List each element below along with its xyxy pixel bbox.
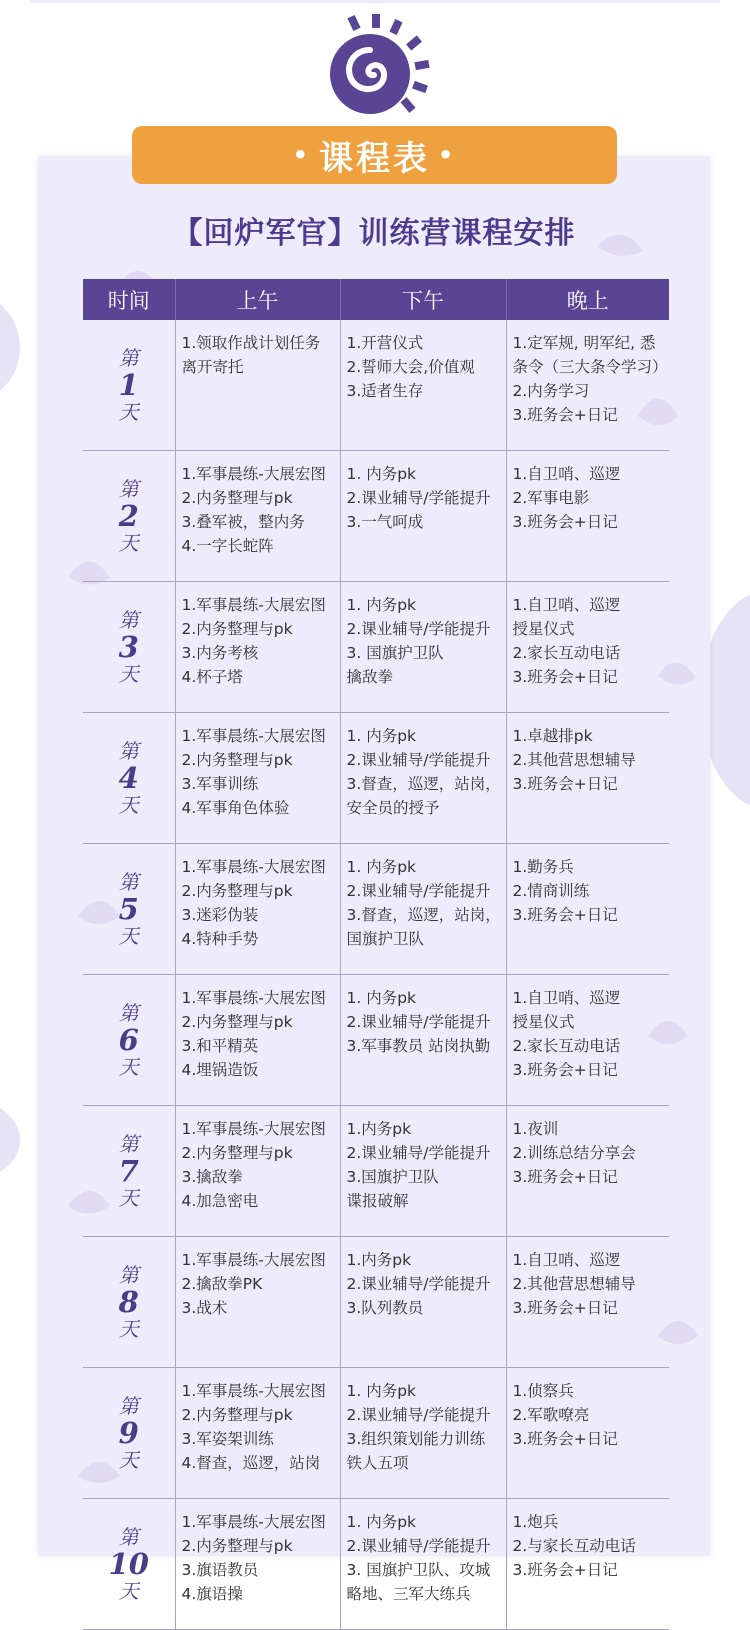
- activity-line: 1. 内务pk: [346, 989, 417, 1007]
- activity-line: 3.班务会+日记: [512, 513, 618, 531]
- table-row: [83, 1237, 669, 1368]
- header-title: 课程表: [319, 138, 430, 179]
- activity-line: 1.定军规, 明军纪, 悉: [512, 334, 656, 352]
- morning-cell: [175, 320, 340, 451]
- afternoon-cell: [340, 975, 506, 1106]
- activity-line: 2.其他营思想辅导: [512, 751, 636, 769]
- afternoon-cell: [340, 451, 506, 582]
- morning-cell: [175, 975, 340, 1106]
- activity-line: 3.迷彩伪装: [181, 906, 259, 924]
- table-row: [83, 1368, 669, 1499]
- morning-cell: [175, 1499, 340, 1630]
- day-label: [83, 320, 175, 451]
- activity-line: 4.督查，巡逻，站岗: [181, 1454, 321, 1472]
- header-morning: 上午: [175, 279, 340, 320]
- activity-line: 1.自卫哨、巡逻: [512, 465, 621, 483]
- activity-line: 1.军事晨练-大展宏图: [181, 465, 326, 483]
- header-tab: [132, 126, 617, 184]
- activity-line: 授星仪式: [512, 620, 575, 638]
- afternoon-cell: [340, 1106, 506, 1237]
- schedule-body: [83, 320, 669, 1630]
- activity-line: 2.课业辅导/学能提升: [346, 1537, 491, 1555]
- day-label: [83, 451, 175, 582]
- day-suffix: 天: [118, 1317, 139, 1341]
- activity-line: 1. 内务pk: [346, 727, 417, 745]
- activity-line: 1.侦察兵: [512, 1382, 574, 1400]
- activity-line: 擒敌拳: [346, 668, 394, 686]
- table-row: [83, 1106, 669, 1237]
- activity-line: 2.课业辅导/学能提升: [346, 751, 491, 769]
- activity-line: 3.班务会+日记: [512, 1299, 618, 1317]
- activity-line: 2.课业辅导/学能提升: [346, 489, 491, 507]
- activity-line: 4.杯子塔: [181, 668, 243, 686]
- table-row: [83, 975, 669, 1106]
- activity-line: 1.勤务兵: [512, 858, 574, 876]
- activity-line: 2.课业辅导/学能提升: [346, 1013, 491, 1031]
- day-number: 3: [118, 630, 139, 664]
- activity-line: 2.情商训练: [512, 882, 590, 900]
- day-number: 9: [118, 1416, 139, 1450]
- day-label: [83, 713, 175, 844]
- activity-line: 1.军事晨练-大展宏图: [181, 858, 326, 876]
- activity-line: 1. 内务pk: [346, 465, 417, 483]
- activity-line: 2.课业辅导/学能提升: [346, 882, 491, 900]
- header-dot-left: •: [292, 141, 311, 169]
- activity-line: 4.一字长蛇阵: [181, 537, 274, 555]
- activity-line: 3.班务会+日记: [512, 1430, 618, 1448]
- morning-cell: [175, 1237, 340, 1368]
- activity-line: 3.督查，巡逻，站岗，: [346, 775, 501, 793]
- activity-line: 1.炮兵: [512, 1513, 559, 1531]
- activity-line: 4.埋锅造饭: [181, 1061, 259, 1079]
- day-prefix: 第: [118, 1394, 139, 1418]
- activity-line: 2.内务整理与pk: [181, 1406, 293, 1424]
- activity-line: 2.内务整理与pk: [181, 620, 293, 638]
- table-row: [83, 320, 669, 451]
- evening-cell: [506, 1368, 669, 1499]
- header-dot-right: •: [438, 141, 457, 169]
- day-prefix: 第: [118, 477, 139, 501]
- activity-line: 3.国旗护卫队: [346, 1168, 439, 1186]
- activity-line: 3.战术: [181, 1299, 228, 1317]
- day-number: 2: [118, 499, 139, 533]
- evening-cell: [506, 451, 669, 582]
- evening-cell: [506, 844, 669, 975]
- activity-line: 2.内务整理与pk: [181, 751, 293, 769]
- activity-line: 4.旗语操: [181, 1585, 243, 1603]
- day-prefix: 第: [118, 1001, 139, 1025]
- activity-line: 谍报破解: [346, 1192, 409, 1210]
- activity-line: 3.叠军被，整内务: [181, 513, 305, 531]
- morning-cell: [175, 713, 340, 844]
- header-evening: 晚上: [506, 279, 669, 320]
- left-deco-circle: [0, 290, 20, 405]
- day-suffix: 天: [118, 1186, 139, 1210]
- activity-line: 3. 国旗护卫队、攻城: [346, 1561, 491, 1579]
- top-divider: [30, 0, 720, 3]
- activity-line: 2.课业辅导/学能提升: [346, 1275, 491, 1293]
- activity-line: 3.军事训练: [181, 775, 259, 793]
- activity-line: 2.内务整理与pk: [181, 1537, 293, 1555]
- evening-cell: [506, 975, 669, 1106]
- activity-line: 3.和平精英: [181, 1037, 259, 1055]
- day-label: [83, 975, 175, 1106]
- schedule-subtitle: 【回炉军官】训练营课程安排: [172, 216, 576, 251]
- morning-cell: [175, 1368, 340, 1499]
- sun-spiral-logo-icon: [318, 12, 434, 116]
- activity-line: 1.内务pk: [346, 1120, 412, 1138]
- day-suffix: 天: [118, 1055, 139, 1079]
- activity-line: 4.军事角色体验: [181, 799, 290, 817]
- activity-line: 3.班务会+日记: [512, 406, 618, 424]
- afternoon-cell: [340, 713, 506, 844]
- activity-line: 3.旗语教员: [181, 1561, 259, 1579]
- activity-line: 略地、三军大练兵: [346, 1585, 471, 1603]
- activity-line: 2.课业辅导/学能提升: [346, 1144, 491, 1162]
- activity-line: 1.军事晨练-大展宏图: [181, 1120, 326, 1138]
- day-prefix: 第: [118, 1132, 139, 1156]
- activity-line: 1.自卫哨、巡逻: [512, 1251, 621, 1269]
- activity-line: 2.誓师大会,价值观: [346, 358, 475, 376]
- day-label: [83, 1106, 175, 1237]
- day-prefix: 第: [118, 739, 139, 763]
- activity-line: 2.军歌嘹亮: [512, 1406, 590, 1424]
- afternoon-cell: [340, 844, 506, 975]
- evening-cell: [506, 582, 669, 713]
- activity-line: 1. 内务pk: [346, 1513, 417, 1531]
- day-suffix: 天: [118, 924, 139, 948]
- activity-line: 1.内务pk: [346, 1251, 412, 1269]
- activity-line: 离开寄托: [181, 358, 244, 376]
- activity-line: 3.班务会+日记: [512, 906, 618, 924]
- day-number: 7: [118, 1154, 139, 1188]
- afternoon-cell: [340, 320, 506, 451]
- activity-line: 1.军事晨练-大展宏图: [181, 727, 326, 745]
- activity-line: 1.军事晨练-大展宏图: [181, 1382, 326, 1400]
- activity-line: 2.其他营思想辅导: [512, 1275, 636, 1293]
- header-afternoon: 下午: [340, 279, 506, 320]
- day-prefix: 第: [118, 870, 139, 894]
- activity-line: 2.家长互动电话: [512, 1037, 621, 1055]
- activity-line: 3.班务会+日记: [512, 668, 618, 686]
- morning-cell: [175, 1106, 340, 1237]
- activity-line: 3.督查，巡逻，站岗，: [346, 906, 501, 924]
- activity-line: 2.军事电影: [512, 489, 590, 507]
- day-suffix: 天: [118, 793, 139, 817]
- table-header-row: [83, 279, 669, 320]
- activity-line: 1.领取作战计划任务: [181, 334, 321, 352]
- day-prefix: 第: [118, 346, 139, 370]
- day-suffix: 天: [118, 400, 139, 424]
- morning-cell: [175, 582, 340, 713]
- activity-line: 2.与家长互动电话: [512, 1537, 636, 1555]
- activity-line: 3.适者生存: [346, 382, 424, 400]
- day-prefix: 第: [118, 1525, 139, 1549]
- day-label: [83, 1368, 175, 1499]
- activity-line: 4.特种手势: [181, 930, 259, 948]
- day-label: [83, 844, 175, 975]
- day-suffix: 天: [118, 1448, 139, 1472]
- activity-line: 2.内务整理与pk: [181, 882, 293, 900]
- day-number: 10: [108, 1547, 149, 1581]
- day-number: 1: [118, 368, 139, 402]
- activity-line: 2.训练总结分享会: [512, 1144, 636, 1162]
- activity-line: 2.课业辅导/学能提升: [346, 620, 491, 638]
- day-prefix: 第: [118, 1263, 139, 1287]
- activity-line: 国旗护卫队: [346, 930, 425, 948]
- activity-line: 2.内务整理与pk: [181, 1013, 293, 1031]
- activity-line: 铁人五项: [346, 1454, 409, 1472]
- day-number: 5: [118, 892, 139, 926]
- day-label: [83, 1499, 175, 1630]
- activity-line: 3.一气呵成: [346, 513, 424, 531]
- day-label: [83, 1237, 175, 1368]
- afternoon-cell: [340, 1499, 506, 1630]
- activity-line: 4.加急密电: [181, 1192, 259, 1210]
- activity-line: 2.家长互动电话: [512, 644, 621, 662]
- activity-line: 1.自卫哨、巡逻: [512, 596, 621, 614]
- activity-line: 1.军事晨练-大展宏图: [181, 596, 326, 614]
- table-row: [83, 844, 669, 975]
- evening-cell: [506, 320, 669, 451]
- evening-cell: [506, 713, 669, 844]
- activity-line: 3.班务会+日记: [512, 1168, 618, 1186]
- day-suffix: 天: [118, 662, 139, 686]
- afternoon-cell: [340, 582, 506, 713]
- left-deco-circle-2: [0, 1100, 20, 1180]
- activity-line: 3.擒敌拳: [181, 1168, 243, 1186]
- evening-cell: [506, 1106, 669, 1237]
- evening-cell: [506, 1237, 669, 1368]
- afternoon-cell: [340, 1237, 506, 1368]
- activity-line: 3.班务会+日记: [512, 775, 618, 793]
- day-prefix: 第: [118, 608, 139, 632]
- activity-line: 3.班务会+日记: [512, 1561, 618, 1579]
- activity-line: 3.军事教员 站岗执勤: [346, 1037, 491, 1055]
- morning-cell: [175, 844, 340, 975]
- day-number: 4: [118, 761, 139, 795]
- table-row: [83, 1499, 669, 1630]
- activity-line: 1.自卫哨、巡逻: [512, 989, 621, 1007]
- activity-line: 1. 内务pk: [346, 1382, 417, 1400]
- table-row: [83, 582, 669, 713]
- activity-line: 2.内务整理与pk: [181, 1144, 293, 1162]
- activity-line: 1.军事晨练-大展宏图: [181, 1251, 326, 1269]
- day-number: 6: [118, 1023, 139, 1057]
- activity-line: 3.班务会+日记: [512, 1061, 618, 1079]
- activity-line: 1.开营仪式: [346, 334, 424, 352]
- activity-line: 2.擒敌拳PK: [181, 1275, 263, 1293]
- table-row: [83, 713, 669, 844]
- activity-line: 3.组织策划能力训练: [346, 1430, 486, 1448]
- activity-line: 1. 内务pk: [346, 596, 417, 614]
- activity-line: 安全员的授予: [346, 799, 440, 817]
- activity-line: 1.夜训: [512, 1120, 559, 1138]
- activity-line: 2.内务学习: [512, 382, 590, 400]
- evening-cell: [506, 1499, 669, 1630]
- activity-line: 1. 内务pk: [346, 858, 417, 876]
- day-suffix: 天: [118, 531, 139, 555]
- activity-line: 授星仪式: [512, 1013, 575, 1031]
- day-label: [83, 582, 175, 713]
- schedule-table: [83, 279, 669, 1630]
- table-row: [83, 451, 669, 582]
- morning-cell: [175, 451, 340, 582]
- day-suffix: 天: [118, 1579, 139, 1603]
- header-time: 时间: [83, 279, 175, 320]
- activity-line: 3.队列教员: [346, 1299, 424, 1317]
- activity-line: 2.内务整理与pk: [181, 489, 293, 507]
- activity-line: 3.军姿架训练: [181, 1430, 274, 1448]
- activity-line: 3.内务考核: [181, 644, 259, 662]
- activity-line: 2.课业辅导/学能提升: [346, 1406, 491, 1424]
- afternoon-cell: [340, 1368, 506, 1499]
- activity-line: 3. 国旗护卫队: [346, 644, 444, 662]
- activity-line: 1.卓越排pk: [512, 727, 593, 745]
- activity-line: 1.军事晨练-大展宏图: [181, 989, 326, 1007]
- activity-line: 1.军事晨练-大展宏图: [181, 1513, 326, 1531]
- day-number: 8: [118, 1285, 139, 1319]
- activity-line: 条令（三大条令学习）: [512, 358, 668, 376]
